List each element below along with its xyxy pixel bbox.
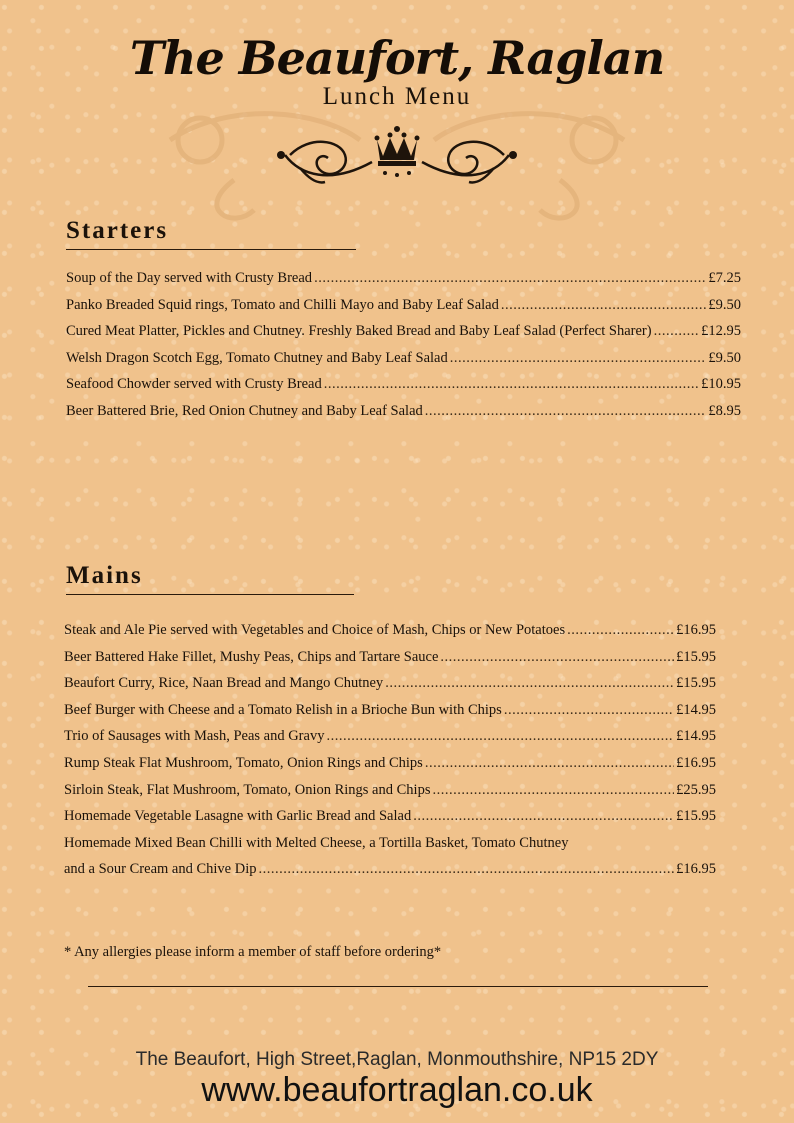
menu-item (64, 622, 716, 649)
dot-leader (425, 403, 707, 420)
menu-item (64, 755, 716, 782)
dot-leader (425, 755, 674, 772)
dot-leader (326, 728, 674, 745)
dot-leader (259, 861, 675, 878)
mains-underline (66, 594, 354, 595)
item-price: £15.95 (676, 675, 716, 692)
dot-leader (314, 270, 706, 287)
item-name: Homemade Vegetable Lasagne with Garlic Bread and Salad (64, 808, 412, 825)
item-name: Beef Burger with Cheese and a Tomato Relish in a Brioche Bun with Chips (64, 701, 502, 718)
item-name: Trio of Sausages with Mash, Peas and Gravy (64, 728, 325, 745)
menu-item-line-1 (64, 835, 716, 862)
item-name: Beaufort Curry, Rice, Naan Bread and Mango Chutney (64, 675, 384, 692)
starters-list (66, 270, 741, 430)
dot-leader (504, 702, 674, 719)
item-name: Cured Meat Platter, Pickles and Chutney. Freshly Baked Bread and Baby Leaf Salad (Perfect Sharer) (66, 323, 652, 340)
item-price: £14.95 (676, 701, 716, 718)
dot-leader (324, 376, 699, 393)
footer-address: The Beaufort, High Street,Raglan, Monmouthshire, NP15 2DY (135, 1049, 659, 1070)
item-name-continued: and a Sour Cream and Chive Dip (64, 861, 257, 878)
footer-divider (88, 986, 708, 987)
item-price: £9.50 (708, 349, 741, 366)
item-name: Soup of the Day served with Crusty Bread (66, 270, 313, 286)
dot-leader (413, 808, 674, 825)
item-price: £15.95 (676, 648, 716, 665)
mains-list (64, 622, 716, 888)
item-name: Sirloin Steak, Flat Mushroom, Tomato, Onion Rings and Chips (64, 781, 431, 798)
item-name: Rump Steak Flat Mushroom, Tomato, Onion Rings and Chips (64, 754, 423, 771)
menu-item (64, 808, 716, 835)
item-name: Steak and Ale Pie served with Vegetables and Choice of Mash, Chips or New Potatoes (64, 622, 566, 638)
menu-item (66, 297, 741, 324)
crown-ornament (0, 100, 794, 230)
menu-item (64, 649, 716, 676)
item-price: £8.95 (708, 402, 741, 419)
item-price: £12.95 (701, 323, 741, 340)
allergy-note: * Any allergies please inform a member of staff before ordering* (64, 944, 442, 960)
dot-leader (432, 782, 674, 799)
item-price: £16.95 (676, 622, 716, 638)
item-price: £14.95 (676, 728, 716, 745)
dot-leader (440, 649, 674, 666)
menu-item (64, 728, 716, 755)
item-name: Beer Battered Hake Fillet, Mushy Peas, Chips and Tartare Sauce (64, 648, 439, 665)
item-price: £25.95 (676, 781, 716, 798)
starters-heading: Starters (66, 217, 169, 244)
item-price: £16.95 (676, 861, 716, 878)
mains-heading: Mains (66, 562, 143, 589)
restaurant-title: The Beaufort, Raglan (129, 31, 665, 85)
item-price: £16.95 (676, 754, 716, 771)
starters-underline (66, 249, 356, 250)
menu-item (66, 323, 741, 350)
item-price: £7.25 (708, 270, 741, 286)
menu-item (64, 702, 716, 729)
item-name: Welsh Dragon Scotch Egg, Tomato Chutney and Baby Leaf Salad (66, 349, 448, 366)
item-price: £15.95 (676, 808, 716, 825)
item-name: Beer Battered Brie, Red Onion Chutney and Baby Leaf Salad (66, 402, 423, 419)
dot-leader (385, 675, 674, 692)
menu-item (66, 350, 741, 377)
menu-item (64, 782, 716, 809)
crown-scroll-icon (0, 100, 794, 230)
item-name: Homemade Mixed Bean Chilli with Melted Cheese, a Tortilla Basket, Tomato Chutney (64, 834, 569, 851)
item-price: £9.50 (708, 296, 741, 313)
footer-website: www.beaufortraglan.co.uk (201, 1071, 593, 1109)
menu-item (64, 675, 716, 702)
menu-item (66, 403, 741, 430)
menu-subtitle: Lunch Menu (322, 83, 472, 110)
dot-leader (501, 297, 707, 314)
item-name: Seafood Chowder served with Crusty Bread (66, 376, 322, 393)
dot-leader (567, 622, 674, 639)
dot-leader (654, 323, 700, 340)
dot-leader (450, 350, 707, 367)
item-name: Panko Breaded Squid rings, Tomato and Chilli Mayo and Baby Leaf Salad (66, 296, 499, 313)
menu-item (66, 376, 741, 403)
item-price: £10.95 (701, 376, 741, 393)
menu-item (66, 270, 741, 297)
menu-item-line-2 (64, 861, 716, 888)
